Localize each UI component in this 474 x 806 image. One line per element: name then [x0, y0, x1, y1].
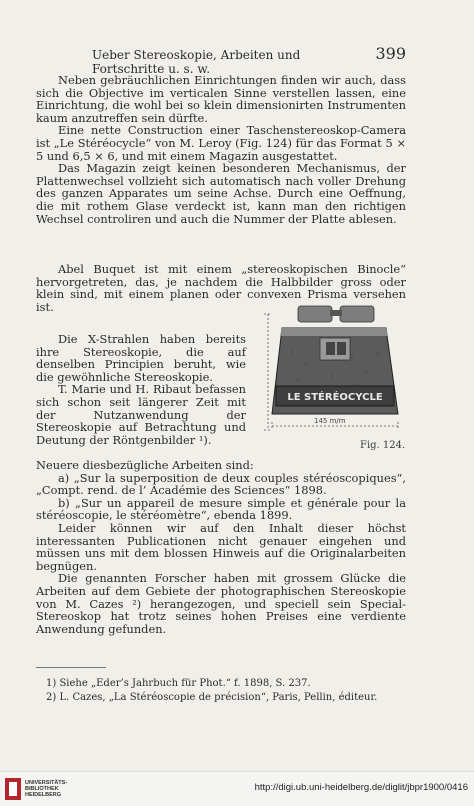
paragraph-4: Abel Buquet ist mit einem „stereoskopischen Binocle“ hervorgetreten, das, je nachdem die Halbbilder gross oder klein sind, mit einem planen oder convexen Prisma versehen ist.	[36, 262, 406, 314]
logo-line-3: HEIDELBERG	[25, 792, 62, 798]
footnote-rule	[36, 667, 106, 668]
text-block-works	[36, 459, 406, 635]
paragraph-1: Neben gebräuchlichen Einrichtungen finden wir auch, dass sich die Objective im verticalen Sinne verstellen lassen, eine Einrichtung, die wohl bei so klein dimensionirten Instrumenten kaum anzutreffen sein dürfte.	[36, 73, 406, 125]
logo-line-1: UNIVERSITÄTS-	[25, 780, 68, 786]
stereocycle-figure	[262, 302, 406, 452]
footnote-2: 2) L. Cazes, „La Stéréoscopie de précision“, Paris, Pellin, éditeur.	[46, 692, 378, 703]
logo-line-2: BIBLIOTHEK	[25, 786, 59, 792]
paragraph-11: Die genannten Forscher haben mit grossem Glücke die Arbeiten auf dem Gebiete der photographischen Stereoskopie von M. Cazes ²) herangezogen, und speciell sein Special-Stereoskop hat trotz seines hohen Preises eine verdiente Anwendung gefunden.	[36, 571, 406, 636]
permalink-url[interactable]: http://digi.ub.uni-heidelberg.de/diglit/jbpr1900/0416	[254, 782, 468, 793]
paragraph-6: T. Marie und H. Ribaut befassen sich schon seit längerer Zeit mit der Nutzanwendung der Stereoskopie auf Betrachtung und Deutung der Röntgenbilder ¹).	[36, 382, 246, 447]
footnote-1: 1) Siehe „Eder’s Jahrbuch für Phot.“ f. 1898, S. 237.	[46, 678, 311, 689]
viewer-bottom-bar	[0, 771, 474, 806]
paragraph-5: Die X-Strahlen haben bereits ihre Stereoskopie, die auf denselben Principien beruht, wie die gewöhnliche Stereoskopie.	[36, 332, 246, 384]
paragraph-3: Das Magazin zeigt keinen besonderen Mechanismus, der Plattenwechsel vollzieht sich automatisch nach voller Drehung des ganzen Apparates um seine Achse. Durch eine Oeffnung, die mit rothem Glase verdeckt ist, kann man den richtigen Wechsel controliren und auch die Nummer der Platte ablesen.	[36, 161, 406, 226]
figure-caption: Fig. 124.	[360, 440, 406, 451]
library-logo[interactable]	[5, 776, 75, 802]
paragraph-7: Neuere diesbezügliche Arbeiten sind:	[36, 458, 254, 472]
paragraph-2: Eine nette Construction einer Taschenstereoskop-Camera ist „Le Stéréocycle“ von M. Leroy (Fig. 124) für das Format 5 × 5 und 6,5 × 6, und mit einem Magazin ausgestattet.	[36, 123, 406, 163]
dimension-label: 145 m/m	[314, 417, 346, 425]
paragraph-8: a) „Sur la superposition de deux couples stéréoscopiques“, „Compt. rend. de l’ Académie des Sciences“ 1898.	[36, 470, 406, 498]
page-number: 399	[375, 44, 406, 63]
paragraph-9: b) „Sur un appareil de mesure simple et générale pour la stéréoscopie, le stéréomètre“, ebenda 1899.	[36, 495, 406, 523]
running-title: Ueber Stereoskopie, Arbeiten und Fortschritte u. s. w.	[92, 48, 301, 76]
text-block-top	[36, 74, 406, 225]
paragraph-10: Leider können wir auf den Inhalt dieser höchst interessanten Publicationen nicht genauer eingehen und müssen uns mit dem blossen Hinweis auf die Originalarbeiten begnügen.	[36, 520, 406, 573]
library-logo-icon	[5, 778, 21, 800]
stereocycle-camera-illustration	[262, 302, 406, 442]
text-block-xray	[36, 333, 246, 446]
camera-label-text: LE STÉRÉOCYCLE	[287, 392, 383, 403]
running-header	[92, 44, 406, 76]
